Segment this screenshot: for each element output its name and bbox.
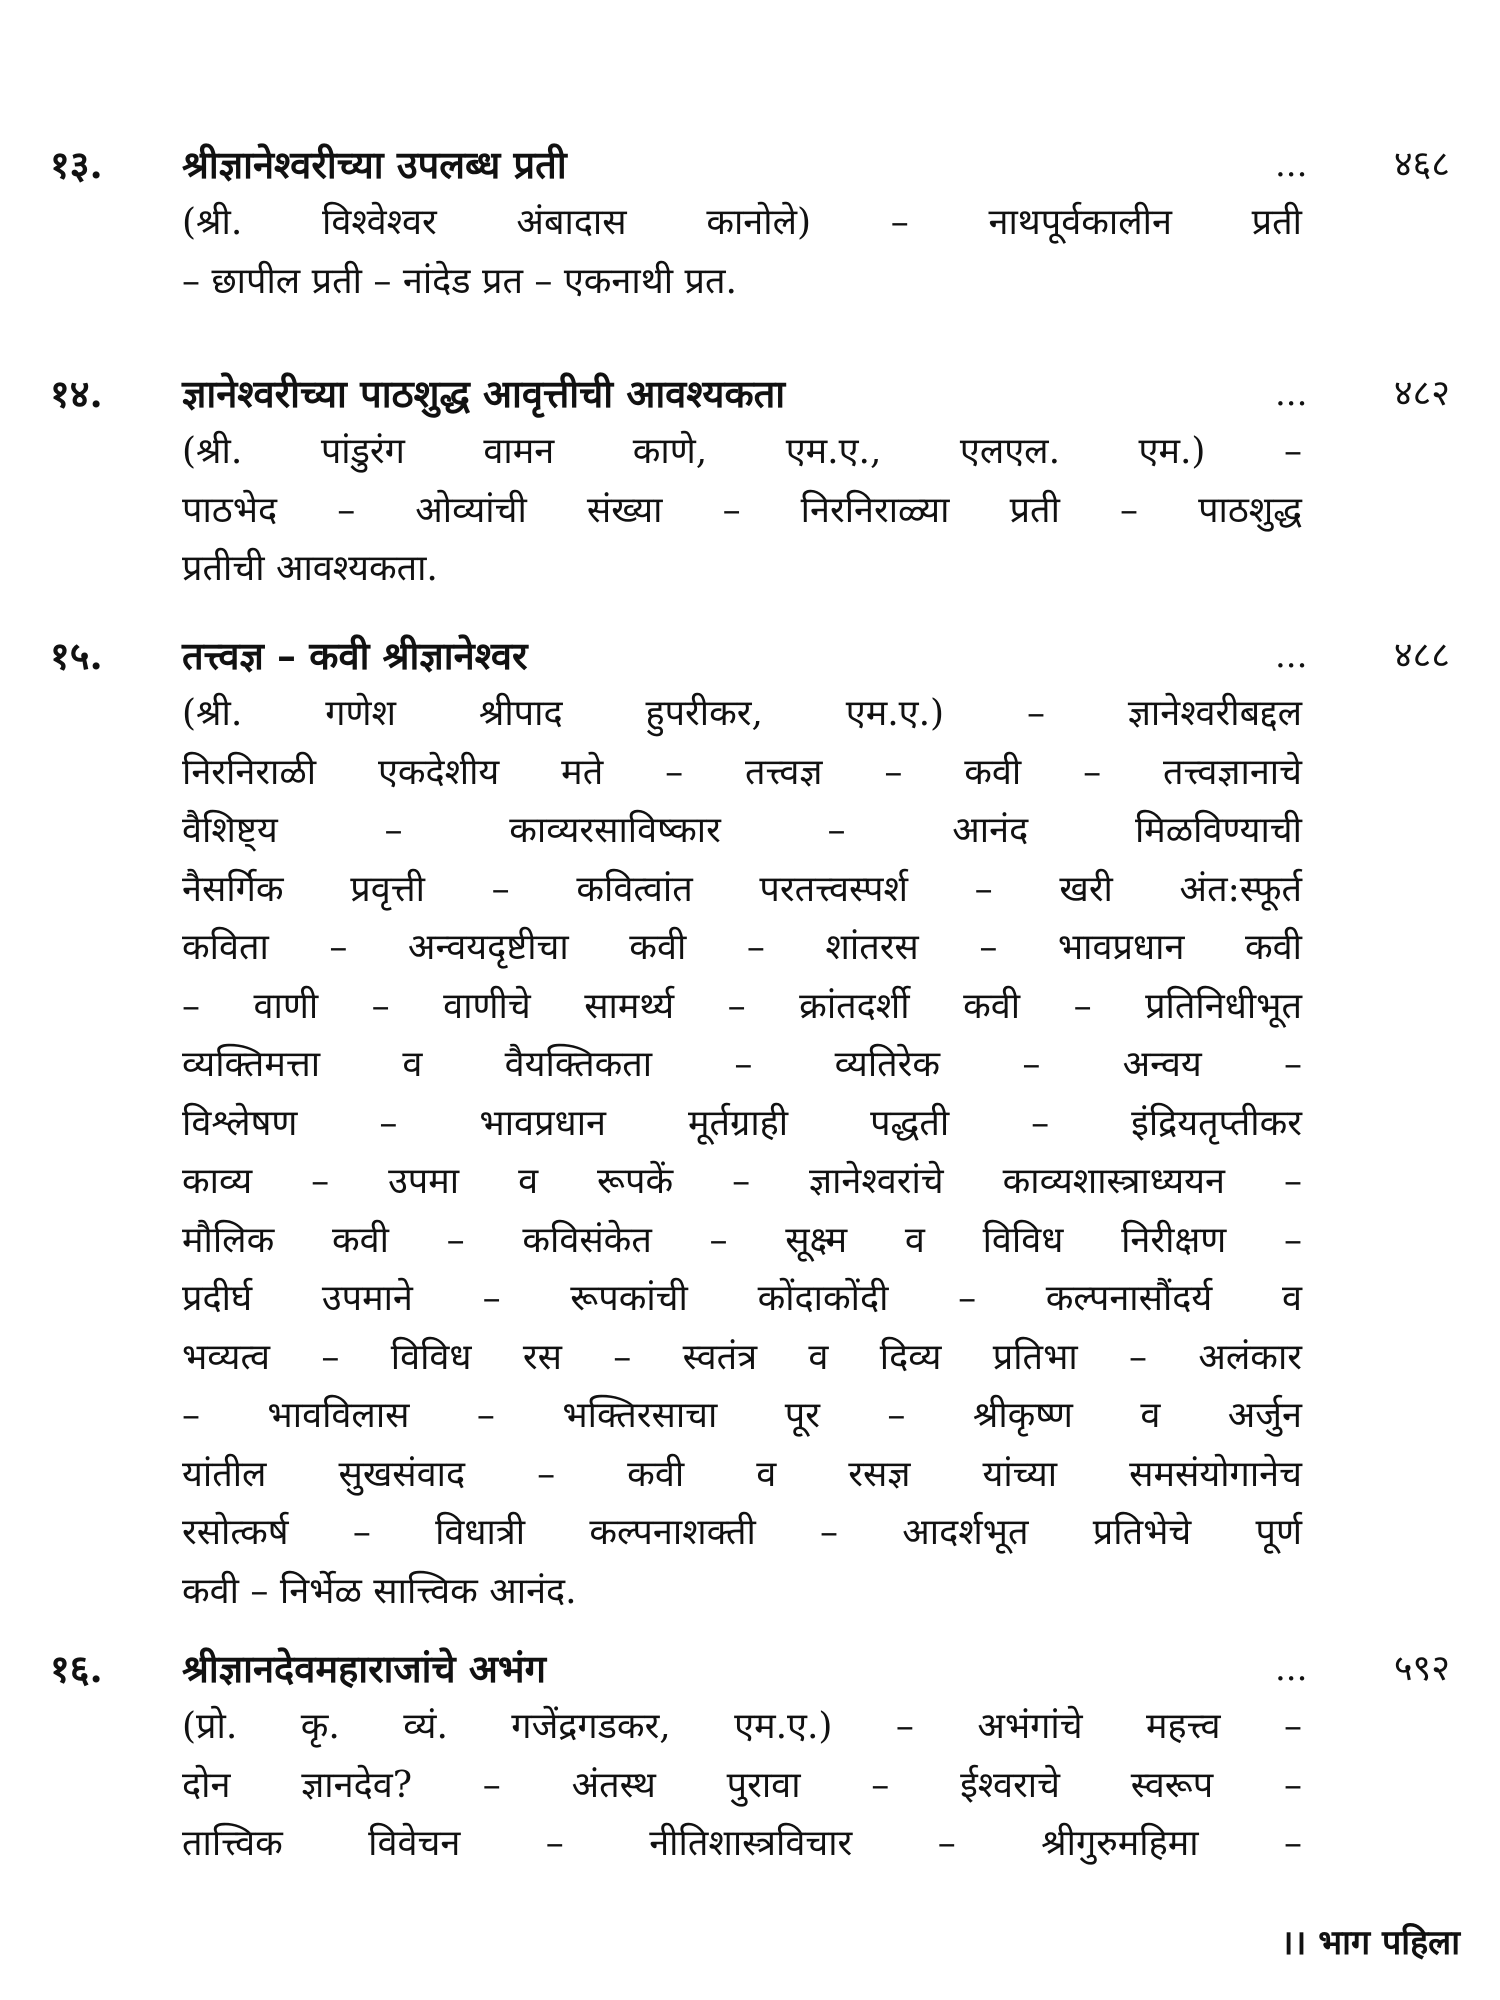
entry-heading bbox=[50, 1640, 1470, 1698]
entry-title: श्रीज्ञानेश्वरीच्या उपलब्ध प्रती bbox=[182, 142, 567, 187]
toc-entry-16 bbox=[50, 1640, 1470, 1874]
leader-dots: ... bbox=[1275, 636, 1308, 676]
description-line: प्रतीची आवश्यकता. bbox=[182, 548, 438, 589]
description-line: मौलिक कवी – कविसंकेत – सूक्ष्म व विविध निरीक्षण – bbox=[182, 1219, 1302, 1261]
description-line: कवी – निर्भेळ सात्त्विक आनंद. bbox=[182, 1570, 577, 1612]
page-footer: ।। भाग पहिला bbox=[1280, 1923, 1460, 1963]
description-line: – छापील प्रती – नांदेड प्रत – एकनाथी प्रत. bbox=[182, 260, 737, 302]
description-line: कविता – अन्वयदृष्टीचा कवी – शांतरस – भावप्रधान कवी bbox=[182, 927, 1302, 968]
description-line: तात्त्विक विवेचन – नीतिशास्त्रविचार – श्रीगुरुमहिमा – bbox=[182, 1823, 1302, 1864]
entry-number: १३. bbox=[50, 142, 103, 187]
description-line: (श्री. पांडुरंग वामन काणे, एम.ए., एलएल. एम.) – bbox=[182, 431, 1302, 472]
entry-title: तत्त्वज्ञ – कवी श्रीज्ञानेश्वर bbox=[182, 633, 528, 678]
entry-description bbox=[182, 423, 1302, 599]
entry-number: १६. bbox=[50, 1646, 103, 1691]
description-line: (श्री. गणेश श्रीपाद हुपरीकर, एम.ए.) – ज्ञानेश्वरीबद्दल bbox=[182, 693, 1302, 734]
description-line: दोन ज्ञानदेव? – अंतस्थ पुरावा – ईश्वराचे स्वरूप – bbox=[182, 1764, 1302, 1806]
description-line: पाठभेद – ओव्यांची संख्या – निरनिराळ्या प्रती – पाठशुद्ध bbox=[182, 489, 1302, 531]
entry-description bbox=[182, 685, 1302, 1621]
entry-page-number: ४६८ bbox=[1393, 144, 1450, 185]
description-line: नैसर्गिक प्रवृत्ती – कवित्वांत परतत्त्वस्पर्श – खरी अंत:स्फूर्त bbox=[182, 868, 1302, 910]
description-line: – भावविलास – भक्तिरसाचा पूर – श्रीकृष्ण व अर्जुन bbox=[182, 1395, 1302, 1436]
entry-description bbox=[182, 194, 1302, 311]
description-line: प्रदीर्घ उपमाने – रूपकांची कोंदाकोंदी – कल्पनासौंदर्य व bbox=[182, 1278, 1302, 1319]
leader-dots: ... bbox=[1275, 374, 1308, 414]
description-line: रसोत्कर्ष – विधात्री कल्पनाशक्ती – आदर्शभूत प्रतिभेचे पूर्ण bbox=[182, 1512, 1302, 1553]
description-line: निरनिराळी एकदेशीय मते – तत्त्वज्ञ – कवी – तत्त्वज्ञानाचे bbox=[182, 751, 1302, 793]
entry-description bbox=[182, 1698, 1302, 1874]
description-line: भव्यत्व – विविध रस – स्वतंत्र व दिव्य प्रतिभा – अलंकार bbox=[182, 1336, 1302, 1378]
entry-page-number: ५९२ bbox=[1393, 1648, 1450, 1689]
toc-entry-14 bbox=[50, 365, 1470, 599]
leader-dots: ... bbox=[1275, 1649, 1308, 1689]
description-line: यांतील सुखसंवाद – कवी व रसज्ञ यांच्या समसंयोगानेच bbox=[182, 1453, 1302, 1495]
entry-title: ज्ञानेश्वरीच्या पाठशुद्ध आवृत्तीची आवश्यकता bbox=[182, 371, 786, 416]
description-line: काव्य – उपमा व रूपकें – ज्ञानेश्वरांचे काव्यशास्त्राध्ययन – bbox=[182, 1161, 1302, 1202]
entry-page-number: ४८८ bbox=[1393, 635, 1450, 676]
entry-heading bbox=[50, 627, 1470, 685]
entry-number: १५. bbox=[50, 633, 103, 678]
description-line: विश्लेषण – भावप्रधान मूर्तग्राही पद्धती – इंद्रियतृप्तीकर bbox=[182, 1102, 1302, 1144]
leader-dots: ... bbox=[1275, 145, 1308, 185]
entry-number: १४. bbox=[50, 371, 103, 416]
description-line: (श्री. विश्वेश्वर अंबादास कानोले) – नाथपूर्वकालीन प्रती bbox=[182, 202, 1302, 243]
entry-heading bbox=[50, 365, 1470, 423]
entry-title: श्रीज्ञानदेवमहाराजांचे अभंग bbox=[182, 1646, 547, 1691]
description-line: (प्रो. कृ. व्यं. गजेंद्रगडकर, एम.ए.) – अभंगांचे महत्त्व – bbox=[182, 1706, 1302, 1747]
description-line: – वाणी – वाणीचे सामर्थ्य – क्रांतदर्शी कवी – प्रतिनिधीभूत bbox=[182, 985, 1302, 1027]
description-line: वैशिष्ट्य – काव्यरसाविष्कार – आनंद मिळविण्याची bbox=[182, 810, 1302, 851]
toc-entry-13 bbox=[50, 136, 1470, 311]
toc-entry-15 bbox=[50, 627, 1470, 1621]
description-line: व्यक्तिमत्ता व वैयक्तिकता – व्यतिरेक – अन्वय – bbox=[182, 1044, 1302, 1085]
entry-heading bbox=[50, 136, 1470, 194]
entry-page-number: ४८२ bbox=[1393, 373, 1450, 414]
